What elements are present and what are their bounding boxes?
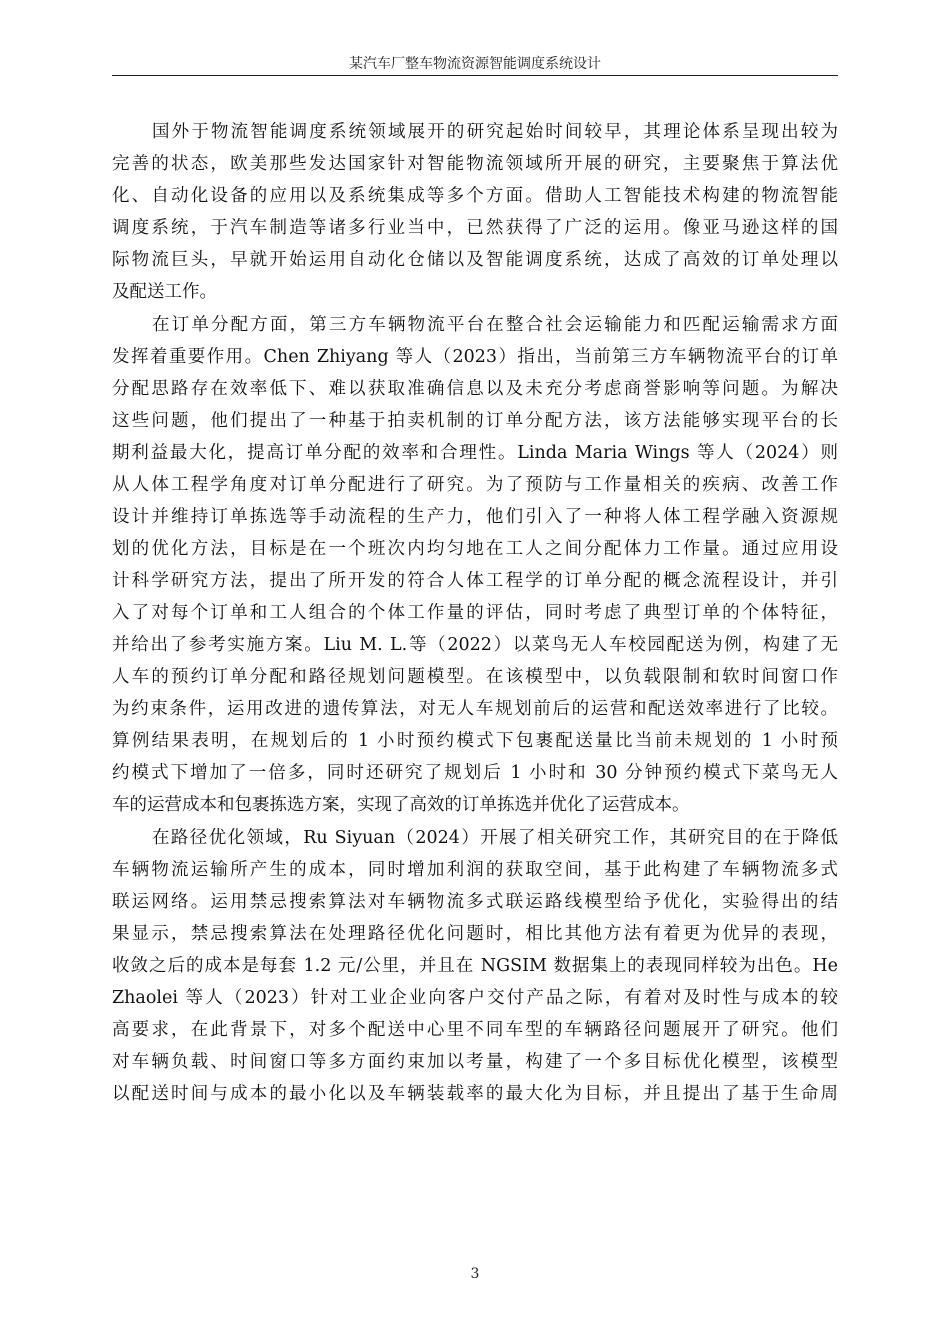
text-line: 在路径优化领域，Ru Siyuan（2024）开展了相关研究工作，其研究目的在于降低 — [152, 828, 838, 848]
text-line: 从人体工程学角度对订单分配进行了研究。为了预防与工作量相关的疾病、改善工作 — [112, 475, 838, 495]
text-line: 算例结果表明，在规划后的 1 小时预约模式下包裹配送量比当前未规划的 1 小时预 — [112, 731, 838, 751]
paragraph-intro — [112, 116, 838, 308]
text-line: 计科学研究方法，提出了所开发的符合人体工程学的订单分配的概念流程设计，并引 — [112, 571, 838, 591]
text-line: 车辆物流运输所产生的成本，同时增加利润的获取空间，基于此构建了车辆物流多式 — [112, 860, 838, 880]
text-line: 在订单分配方面，第三方车辆物流平台在整合社会运输能力和匹配运输需求方面 — [152, 315, 838, 335]
page-number: 3 — [470, 1266, 480, 1282]
text-line: 人车的预约订单分配和路径规划问题模型。在该模型中，以负载限制和软时间窗口作 — [112, 667, 838, 687]
text-line: 联运网络。运用禁忌搜索算法对车辆物流多式联运路线模型给予优化，实验得出的结 — [112, 892, 838, 912]
text-line: 调度系统，于汽车制造等诸多行业当中，已然获得了广泛的运用。像亚马逊这样的国 — [112, 218, 838, 238]
text-line: 发挥着重要作用。Chen Zhiyang 等人（2023）指出，当前第三方车辆物流平台的订单 — [112, 347, 838, 367]
text-line: 化、自动化设备的应用以及系统集成等多个方面。借助人工智能技术构建的物流智能 — [112, 186, 838, 206]
text-line: 设计并维持订单拣选等手动流程的生产力，他们引入了一种将人体工程学融入资源规 — [112, 507, 838, 527]
body-text — [112, 116, 838, 1111]
text-line: 际物流巨头，早就开始运用自动化仓储以及智能调度系统，达成了高效的订单处理以 — [112, 250, 838, 270]
text-line: 高要求，在此背景下，对多个配送中心里不同车型的车辆路径问题展开了研究。他们 — [112, 1020, 838, 1040]
text-line: 国外于物流智能调度系统领域展开的研究起始时间较早，其理论体系呈现出较为 — [152, 122, 838, 142]
paragraph-order-allocation — [112, 309, 838, 821]
text-line: 期利益最大化，提高订单分配的效率和合理性。Linda Maria Wings 等人（2024）则 — [112, 443, 838, 463]
text-line: 完善的状态，欧美那些发达国家针对智能物流领域所开展的研究，主要聚焦于算法优 — [112, 154, 838, 174]
text-line: 果显示，禁忌搜索算法在处理路径优化问题时，相比其他方法有着更为优异的表现， — [112, 924, 838, 944]
running-header-title: 某汽车厂整车物流资源智能调度系统设计 — [349, 56, 601, 72]
text-line: 车的运营成本和包裹拣选方案，实现了高效的订单拣选并优化了运营成本。 — [112, 795, 690, 815]
text-line: 以配送时间与成本的最小化以及车辆装载率的最大化为目标，并且提出了基于生命周 — [112, 1084, 838, 1104]
text-line: 并给出了参考实施方案。Liu M. L.等（2022）以菜鸟无人车校园配送为例，构建了无 — [112, 635, 838, 655]
text-line: 收敛之后的成本是每套 1.2 元/公里，并且在 NGSIM 数据集上的表现同样较为出色。He — [112, 956, 838, 976]
text-line: Zhaolei 等人（2023）针对工业企业向客户交付产品之际，有着对及时性与成本的较 — [112, 988, 838, 1008]
text-line: 约模式下增加了一倍多，同时还研究了规划后 1 小时和 30 分钟预约模式下菜鸟无人 — [112, 763, 838, 783]
header-divider — [112, 75, 838, 76]
text-line: 这些问题，他们提出了一种基于拍卖机制的订单分配方法，该方法能够实现平台的长 — [112, 411, 838, 431]
text-line: 对车辆负载、时间窗口等多方面约束加以考量，构建了一个多目标优化模型，该模型 — [112, 1052, 838, 1072]
text-line: 划的优化方法，目标是在一个班次内均匀地在工人之间分配体力工作量。通过应用设 — [112, 539, 838, 559]
text-line: 入了对每个订单和工人组合的个体工作量的评估，同时考虑了典型订单的个体特征， — [112, 603, 838, 623]
paragraph-route-optimization — [112, 822, 838, 1110]
text-line: 为约束条件，运用改进的遗传算法，对无人车规划前后的运营和配送效率进行了比较。 — [112, 699, 838, 719]
text-line: 分配思路存在效率低下、难以获取准确信息以及未充分考虑商誉影响等问题。为解决 — [112, 379, 838, 399]
text-line: 及配送工作。 — [112, 282, 217, 302]
